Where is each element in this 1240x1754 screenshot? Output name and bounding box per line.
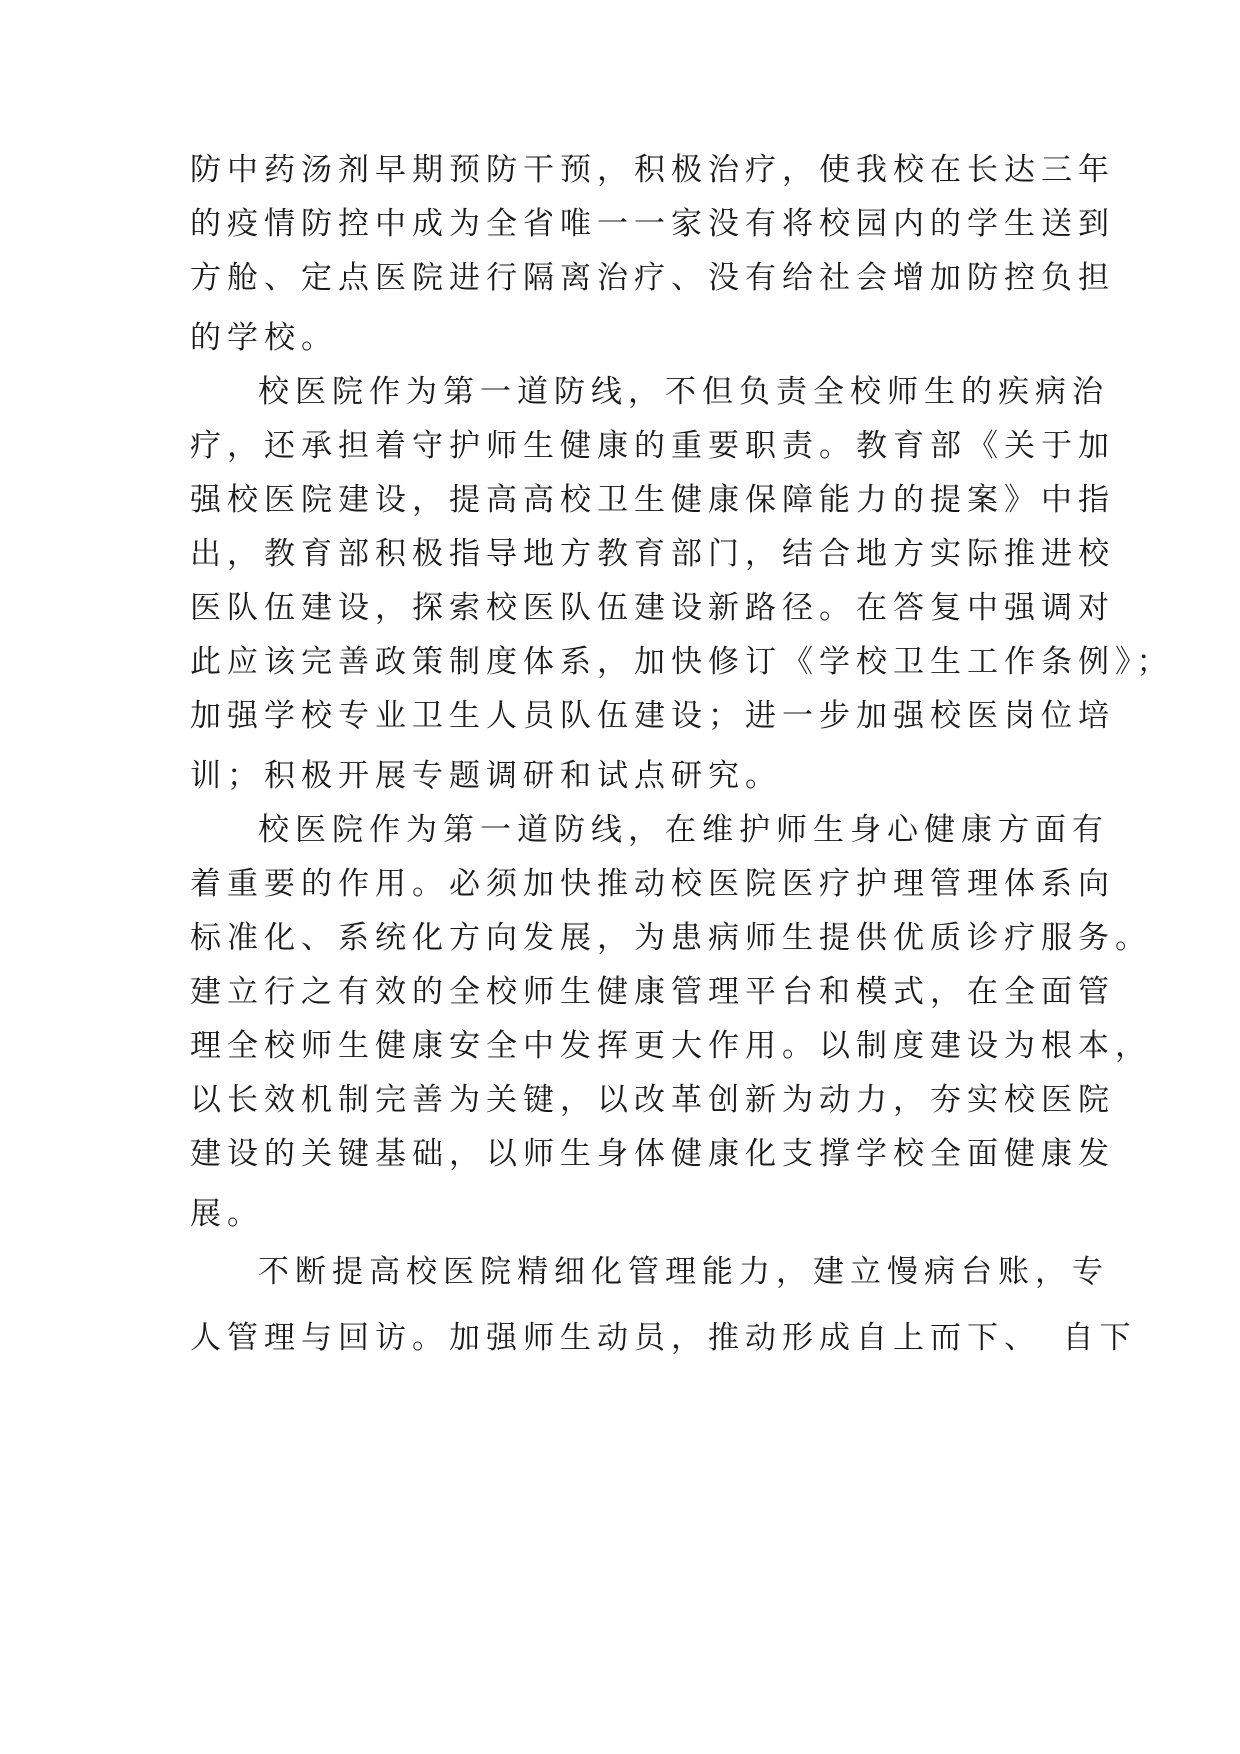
text-line: 不断提高校医院精细化管理能力，建立慢病台账，专 <box>258 1254 1109 1290</box>
text-line: 出，教育部积极指导地方教育部门，结合地方实际推进校 <box>190 536 1115 572</box>
text-line: 着重要的作用。必须加快推动校医院医疗护理管理体系向 <box>190 866 1115 902</box>
text-line: 加强学校专业卫生人员队伍建设；进一步加强校医岗位培 <box>190 698 1115 734</box>
text-line: 建设的关键基础，以师生身体健康化支撑学校全面健康发 <box>190 1136 1115 1172</box>
text-line: 疗，还承担着守护师生健康的重要职责。教育部《关于加 <box>190 428 1115 464</box>
text-line: 强校医院建设，提高高校卫生健康保障能力的提案》中指 <box>190 482 1115 518</box>
text-line: 方舱、定点医院进行隔离治疗、没有给社会增加防控负担 <box>190 260 1115 296</box>
text-line: 此应该完善政策制度体系，加快修订《学校卫生工作条例》； <box>190 644 1174 680</box>
text-line: 标准化、系统化方向发展，为患病师生提供优质诊疗服务。 <box>190 920 1152 956</box>
text-line: 人管理与回访。加强师生动员，推动形成自上而下、 自下 <box>190 1320 1137 1356</box>
text-line: 的疫情防控中成为全省唯一一家没有将校园内的学生送到 <box>190 206 1115 242</box>
text-line: 的学校。 <box>190 320 338 356</box>
text-line: 以长效机制完善为关键，以改革创新为动力，夯实校医院 <box>190 1082 1115 1118</box>
text-line: 防中药汤剂早期预防干预，积极治疗，使我校在长达三年 <box>190 152 1115 188</box>
text-line: 校医院作为第一道防线，在维护师生身心健康方面有 <box>258 812 1109 848</box>
text-line: 校医院作为第一道防线，不但负责全校师生的疾病治 <box>258 374 1109 410</box>
text-line: 建立行之有效的全校师生健康管理平台和模式，在全面管 <box>190 974 1115 1010</box>
text-line: 展。 <box>190 1196 264 1232</box>
text-line: 理全校师生健康安全中发挥更大作用。以制度建设为根本， <box>190 1028 1152 1064</box>
text-line: 训；积极开展专题调研和试点研究。 <box>190 758 782 794</box>
text-line: 医队伍建设，探索校医队伍建设新路径。在答复中强调对 <box>190 590 1115 626</box>
